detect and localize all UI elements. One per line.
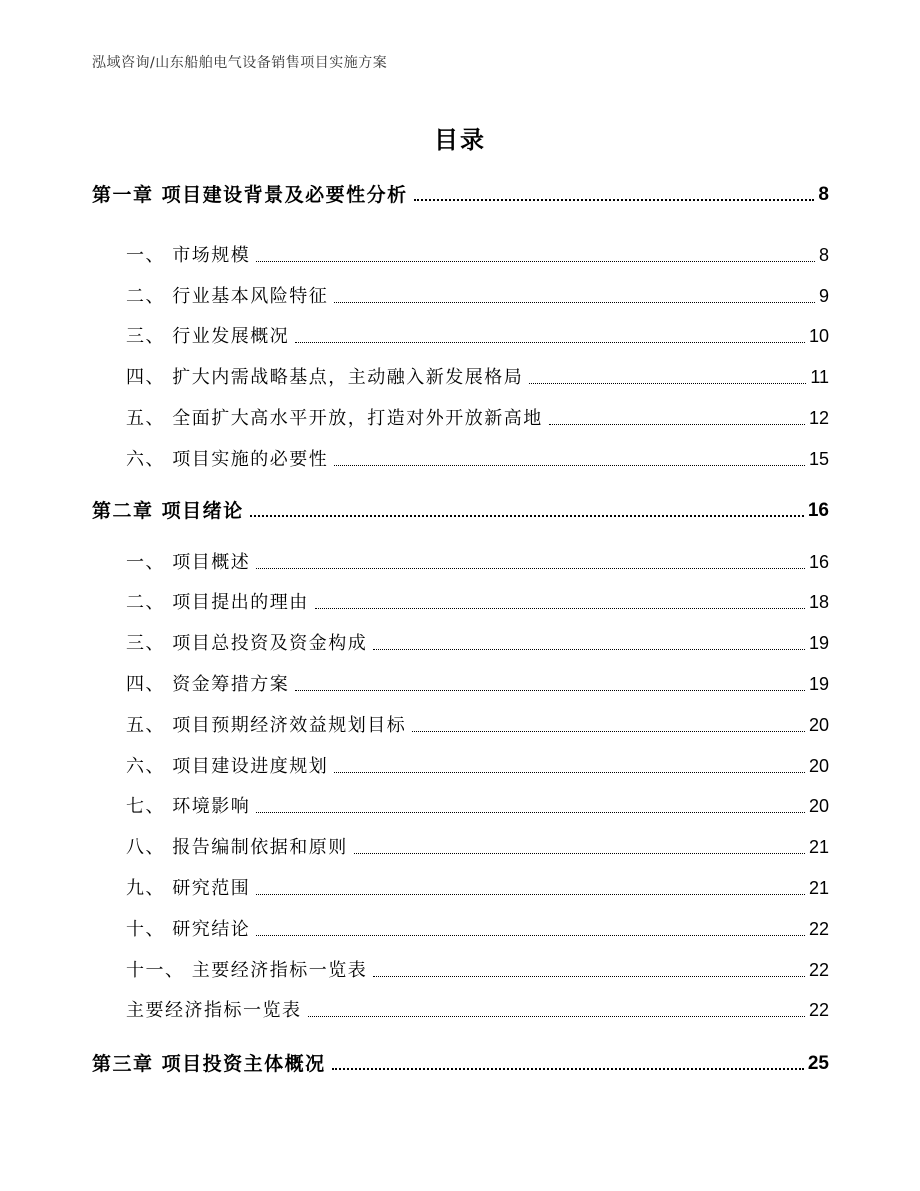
toc-page-number: 20 bbox=[808, 715, 829, 735]
toc-entry-label: 九、 研究范围 bbox=[126, 878, 251, 899]
dot-leader bbox=[315, 608, 805, 609]
toc-entry-label: 七、 环境影响 bbox=[126, 796, 251, 817]
toc-entry-label: 六、 项目建设进度规划 bbox=[126, 756, 329, 777]
toc-page-number: 22 bbox=[808, 960, 829, 980]
toc-entry-label: 二、 项目提出的理由 bbox=[126, 592, 309, 613]
toc-title: 目录 bbox=[434, 126, 486, 154]
toc-page-number: 22 bbox=[808, 1000, 829, 1020]
toc-section[interactable] bbox=[126, 796, 829, 818]
toc-page-number: 10 bbox=[808, 326, 829, 346]
toc-page-number: 9 bbox=[818, 286, 829, 306]
toc-section[interactable] bbox=[126, 408, 829, 430]
dot-leader bbox=[256, 261, 815, 262]
toc-section[interactable] bbox=[126, 326, 829, 348]
toc-chapter-3[interactable] bbox=[92, 1053, 829, 1076]
toc-section[interactable] bbox=[126, 286, 829, 308]
toc-entry-label: 五、 项目预期经济效益规划目标 bbox=[126, 715, 407, 736]
toc-section[interactable] bbox=[126, 878, 829, 900]
toc-entry-label: 第三章 项目投资主体概况 bbox=[92, 1053, 326, 1075]
toc-entry-label: 三、 行业发展概况 bbox=[126, 326, 290, 347]
dot-leader bbox=[295, 690, 805, 691]
dot-leader bbox=[334, 772, 805, 773]
dot-leader bbox=[332, 1068, 804, 1070]
toc-section[interactable] bbox=[126, 756, 829, 778]
toc-page-number: 18 bbox=[808, 592, 829, 612]
toc-section[interactable] bbox=[126, 245, 829, 267]
toc-entry-label: 十、 研究结论 bbox=[126, 919, 251, 940]
dot-leader bbox=[334, 302, 815, 303]
toc-page-number: 15 bbox=[808, 449, 829, 469]
toc-page-number: 11 bbox=[810, 367, 829, 387]
toc-entry-label: 四、 扩大内需战略基点，主动融入新发展格局 bbox=[126, 367, 524, 388]
toc-section[interactable] bbox=[126, 592, 829, 614]
dot-leader bbox=[549, 424, 805, 425]
toc-entry-label: 四、 资金筹措方案 bbox=[126, 674, 290, 695]
toc-page-number: 25 bbox=[807, 1053, 829, 1074]
toc-section[interactable] bbox=[126, 633, 829, 655]
toc-page-number: 21 bbox=[808, 837, 829, 857]
dot-leader bbox=[373, 649, 805, 650]
running-header: 泓域咨询/山东船舶电气设备销售项目实施方案 bbox=[92, 55, 388, 71]
toc-entry-label: 六、 项目实施的必要性 bbox=[126, 449, 329, 470]
toc-page-number: 16 bbox=[808, 552, 829, 572]
dot-leader bbox=[412, 731, 805, 732]
toc-section[interactable] bbox=[126, 449, 829, 471]
dot-leader bbox=[256, 894, 805, 895]
toc-section[interactable] bbox=[126, 1000, 829, 1022]
dot-leader bbox=[250, 515, 804, 517]
toc-section[interactable] bbox=[126, 960, 829, 982]
toc-section[interactable] bbox=[126, 715, 829, 737]
toc-section[interactable] bbox=[126, 674, 829, 696]
toc-section[interactable] bbox=[126, 919, 829, 941]
toc-page-number: 16 bbox=[807, 500, 829, 521]
toc-entry-label: 一、 项目概述 bbox=[126, 552, 251, 573]
dot-leader bbox=[295, 342, 805, 343]
toc-entry-label: 十一、 主要经济指标一览表 bbox=[126, 960, 368, 981]
toc-page-number: 20 bbox=[808, 756, 829, 776]
toc-entry-label: 二、 行业基本风险特征 bbox=[126, 286, 329, 307]
dot-leader bbox=[529, 383, 806, 384]
toc-entry-label: 第一章 项目建设背景及必要性分析 bbox=[92, 184, 408, 206]
toc-chapter-1[interactable] bbox=[92, 184, 829, 207]
dot-leader bbox=[414, 199, 815, 201]
toc-page-number: 12 bbox=[808, 408, 829, 428]
dot-leader bbox=[256, 568, 805, 569]
toc-section[interactable] bbox=[126, 552, 829, 574]
dot-leader bbox=[256, 812, 805, 813]
toc-page-number: 21 bbox=[808, 878, 829, 898]
toc-section[interactable] bbox=[126, 837, 829, 859]
dot-leader bbox=[308, 1016, 805, 1017]
toc-page-number: 22 bbox=[808, 919, 829, 939]
toc-section[interactable] bbox=[126, 367, 829, 389]
toc-entry-label: 第二章 项目绪论 bbox=[92, 500, 244, 522]
toc-page-number: 8 bbox=[818, 184, 829, 205]
toc-entry-label: 主要经济指标一览表 bbox=[126, 1000, 302, 1021]
toc-entry-label: 五、 全面扩大高水平开放，打造对外开放新高地 bbox=[126, 408, 543, 429]
dot-leader bbox=[373, 976, 805, 977]
dot-leader bbox=[256, 935, 805, 936]
toc-page-number: 8 bbox=[818, 245, 829, 265]
dot-leader bbox=[334, 465, 805, 466]
toc-entry-label: 一、 市场规模 bbox=[126, 245, 251, 266]
toc-chapter-2[interactable] bbox=[92, 500, 829, 523]
toc-entry-label: 八、 报告编制依据和原则 bbox=[126, 837, 348, 858]
toc-page-number: 19 bbox=[808, 674, 829, 694]
toc-page-number: 19 bbox=[808, 633, 829, 653]
toc-entry-label: 三、 项目总投资及资金构成 bbox=[126, 633, 368, 654]
toc-page-number: 20 bbox=[808, 796, 829, 816]
dot-leader bbox=[354, 853, 805, 854]
